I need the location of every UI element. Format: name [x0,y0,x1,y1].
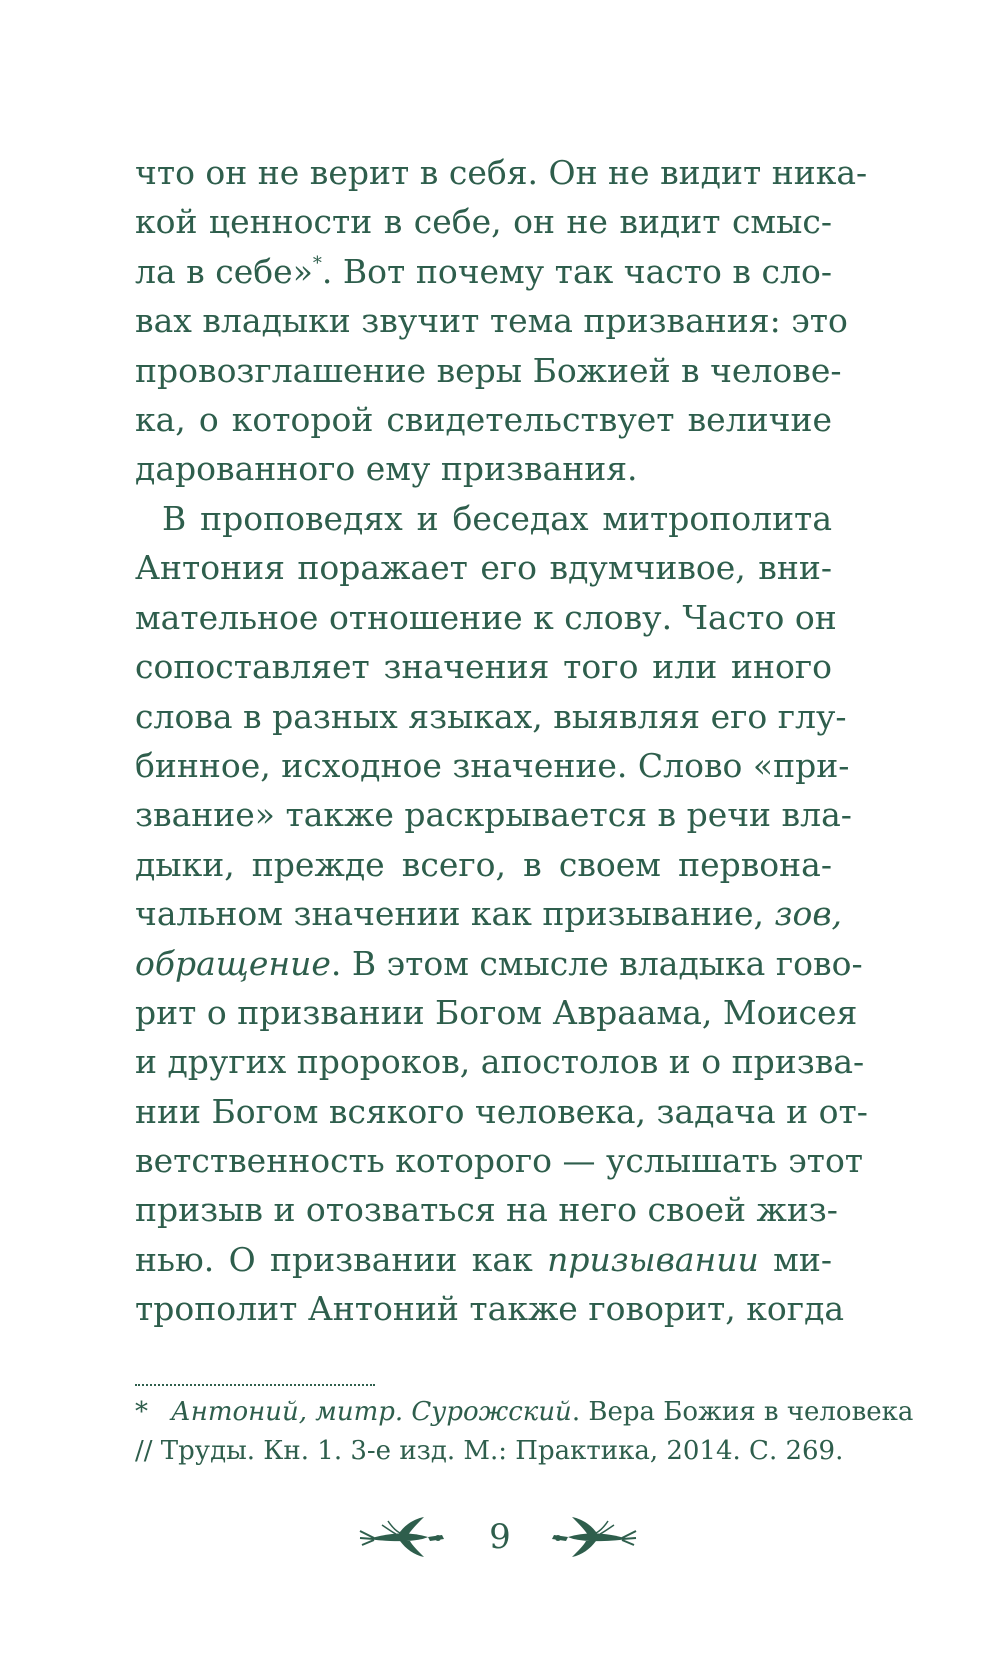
text-line [135,889,843,938]
text-segment: нью. О призвании как [135,1239,548,1279]
text-line: кой ценности в себе, он не видит смыс- [135,202,832,242]
text-line: сопоставляет значения того или иного [135,647,832,687]
text-line: провозглашение веры Божией в челове- [135,350,842,390]
text-line [135,1235,832,1284]
text-line: мательное отношение к слову. Часто он [135,597,837,637]
text-segment: ла в себе» [135,251,313,291]
footnote-line [135,1393,914,1432]
footnote-separator [135,1384,375,1386]
italic-text: зов, [774,894,843,934]
text-line [135,247,832,296]
footnote-reference[interactable]: * [312,252,322,274]
text-line: и других пророков, апостолов и о призва- [135,1042,865,1082]
text-line: Антония поражает его вдумчивое, вни- [135,548,832,588]
text-line: ветственность которого — услышать этот [135,1141,864,1181]
text-line: дыки, прежде всего, в своем первона- [135,844,832,884]
text-line: призыв и отозваться на него своей жиз- [135,1190,838,1230]
italic-text: обращение [135,943,331,983]
text-line: что он не верит в себя. Он не видит ника- [135,153,868,192]
text-line: В проповедях и беседах митрополита [162,499,832,538]
text-line [135,939,863,988]
text-segment: чальном значении как призывание, [135,894,775,934]
page-number: 9 [489,1517,511,1557]
bird-ornament-icon [548,1513,638,1561]
text-line: трополит Антоний также говорит, когда [135,1289,845,1329]
text-line: вах владыки звучит тема призвания: это [135,301,848,341]
text-segment: ми- [758,1239,833,1279]
text-line: дарованного ему призвания. [135,449,638,489]
text-line: слова в разных языках, выявляя его глу- [135,696,847,736]
text-segment: . Вот почему так часто в сло- [321,251,833,291]
text-line: нии Богом всякого человека, задача и от- [135,1091,868,1131]
footnote-mark: * [135,1397,148,1427]
text-line: ка, о которой свидетельствует величие [135,399,832,439]
text-line: рит о призвании Богом Авраама, Моисея [135,992,858,1032]
page-footer [0,1507,1000,1567]
paragraph-2 [135,494,868,1334]
footnote-title: . Вера Божия в человека [571,1397,914,1427]
text-line: звание» также раскрывается в речи вла- [135,795,852,835]
text-line: бинное, исходное значение. Слово «при- [135,745,850,785]
footnote-author: Антоний, митр. Сурожский [171,1397,572,1427]
italic-text: призывании [547,1239,759,1279]
footnote-line: // Труды. Кн. 1. 3-е изд. М.: Практика, 2014. С. 269. [135,1436,844,1466]
text-segment: . В этом смысле владыка гово- [330,943,863,983]
footnote [135,1393,914,1471]
bird-ornament-icon [358,1513,448,1561]
paragraph-1 [135,148,868,494]
